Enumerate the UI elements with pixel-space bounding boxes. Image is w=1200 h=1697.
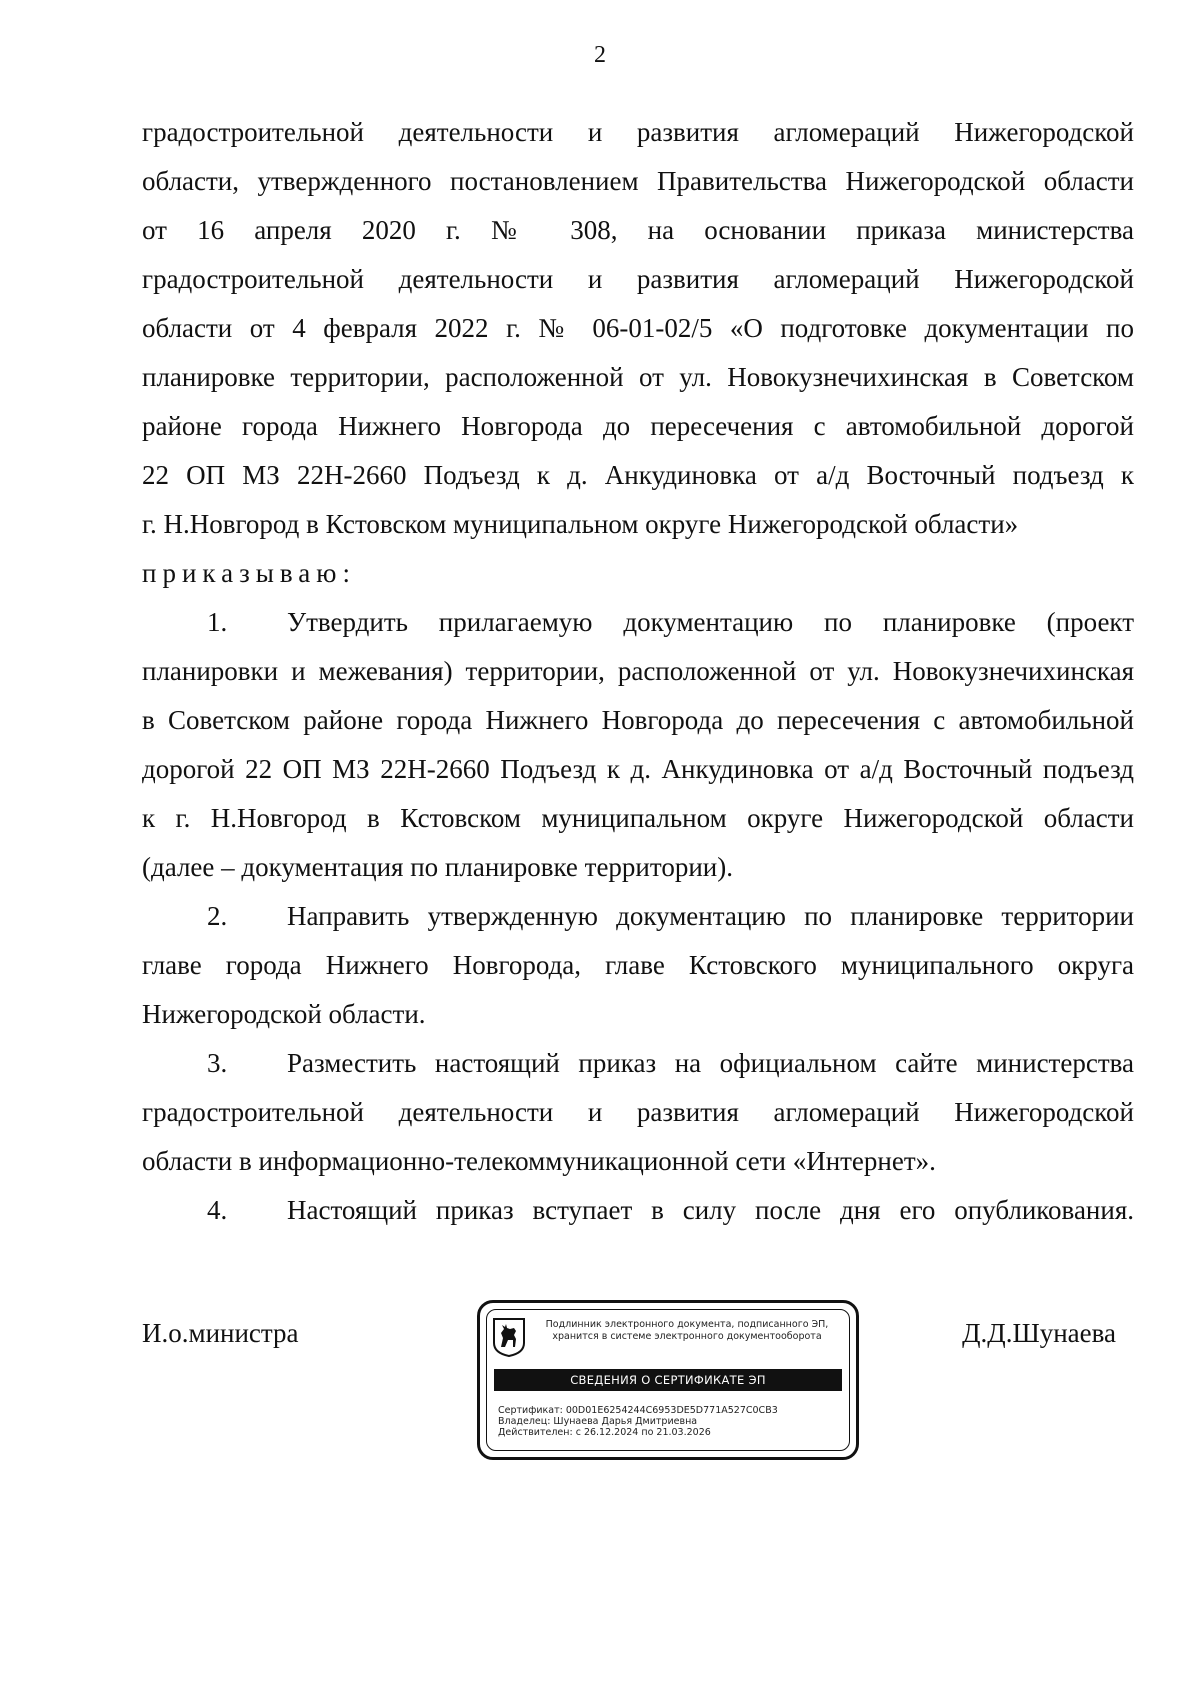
item-line: в Советском районе города Нижнего Новгорода до пересечения с автомобильной <box>142 705 1134 735</box>
preamble-line: градостроительной деятельности и развития агломераций Нижегородской <box>142 117 1134 147</box>
order-item-1 <box>142 598 1134 892</box>
item-first-line: Утвердить прилагаемую документацию по планировке (проект <box>287 607 1134 637</box>
preamble-line: от 16 апреля 2020 г. № 308, на основании приказа министерства <box>142 215 1134 245</box>
item-first-line: Разместить настоящий приказ на официальном сайте министерства <box>287 1048 1134 1078</box>
preamble-line: планировке территории, расположенной от ул. Новокузнечихинская в Советском <box>142 362 1134 392</box>
item-line: дорогой 22 ОП МЗ 22Н-2660 Подъезд к д. Анкудиновка от а/д Восточный подъезд <box>142 754 1134 784</box>
item-line: градостроительной деятельности и развития агломераций Нижегородской <box>142 1097 1134 1127</box>
order-item-3 <box>142 1039 1134 1186</box>
order-item-2 <box>142 892 1134 1039</box>
stamp-header-line: Подлинник электронного документа, подписанного ЭП, <box>545 1319 829 1330</box>
signatory-name: Д.Д.Шунаева <box>962 1318 1116 1348</box>
item-line: планировки и межевания) территории, расположенной от ул. Новокузнечихинская <box>142 656 1134 686</box>
preamble-line: 22 ОП МЗ 22Н-2660 Подъезд к д. Анкудиновка от а/д Восточный подъезд к <box>142 460 1134 490</box>
nizhny-novgorod-deer-emblem-icon <box>492 1317 526 1357</box>
stamp-title-bar: СВЕДЕНИЯ О СЕРТИФИКАТЕ ЭП <box>494 1369 842 1391</box>
item-number: 1. <box>207 607 228 637</box>
order-word: приказываю: <box>142 558 356 588</box>
item-number: 4. <box>207 1195 228 1225</box>
item-line: к г. Н.Новгород в Кстовском муниципальном округе Нижегородской области <box>142 803 1134 833</box>
preamble <box>142 108 1134 549</box>
preamble-line: области, утвержденного постановлением Правительства Нижегородской области <box>142 166 1134 196</box>
item-line: (далее – документация по планировке территории). <box>142 852 733 882</box>
preamble-line: районе города Нижнего Новгорода до пересечения с автомобильной дорогой <box>142 411 1134 441</box>
item-line: области в информационно-телекоммуникационной сети «Интернет». <box>142 1146 936 1176</box>
document-body <box>142 108 1134 1235</box>
item-line: главе города Нижнего Новгорода, главе Кстовского муниципального округа <box>142 950 1134 980</box>
stamp-validity: Действителен: с 26.12.2024 по 21.03.2026 <box>498 1427 711 1438</box>
preamble-line: градостроительной деятельности и развития агломераций Нижегородской <box>142 264 1134 294</box>
item-first-line: Направить утвержденную документацию по планировке территории <box>287 901 1134 931</box>
preamble-line: области от 4 февраля 2022 г. № 06-01-02/5 «О подготовке документации по <box>142 313 1134 343</box>
electronic-signature-stamp <box>477 1300 859 1460</box>
stamp-header <box>532 1319 842 1343</box>
item-number: 2. <box>207 901 228 931</box>
order-item-4 <box>142 1186 1134 1235</box>
item-first-line: Настоящий приказ вступает в силу после дня его опубликования. <box>287 1195 1134 1225</box>
stamp-owner: Владелец: Шунаева Дарья Дмитриевна <box>498 1416 698 1427</box>
item-number: 3. <box>207 1048 228 1078</box>
signatory-position: И.о.министра <box>142 1318 299 1348</box>
stamp-details <box>498 1405 778 1438</box>
item-line: Нижегородской области. <box>142 999 426 1029</box>
page-number: 2 <box>594 42 606 68</box>
stamp-certificate: Сертификат: 00D01E6254244C6953DE5D771A527C0CB3 <box>498 1405 778 1416</box>
stamp-header-line: хранится в системе электронного документооборота <box>552 1331 822 1342</box>
preamble-line: г. Н.Новгород в Кстовском муниципальном округе Нижегородской области» <box>142 509 1019 539</box>
